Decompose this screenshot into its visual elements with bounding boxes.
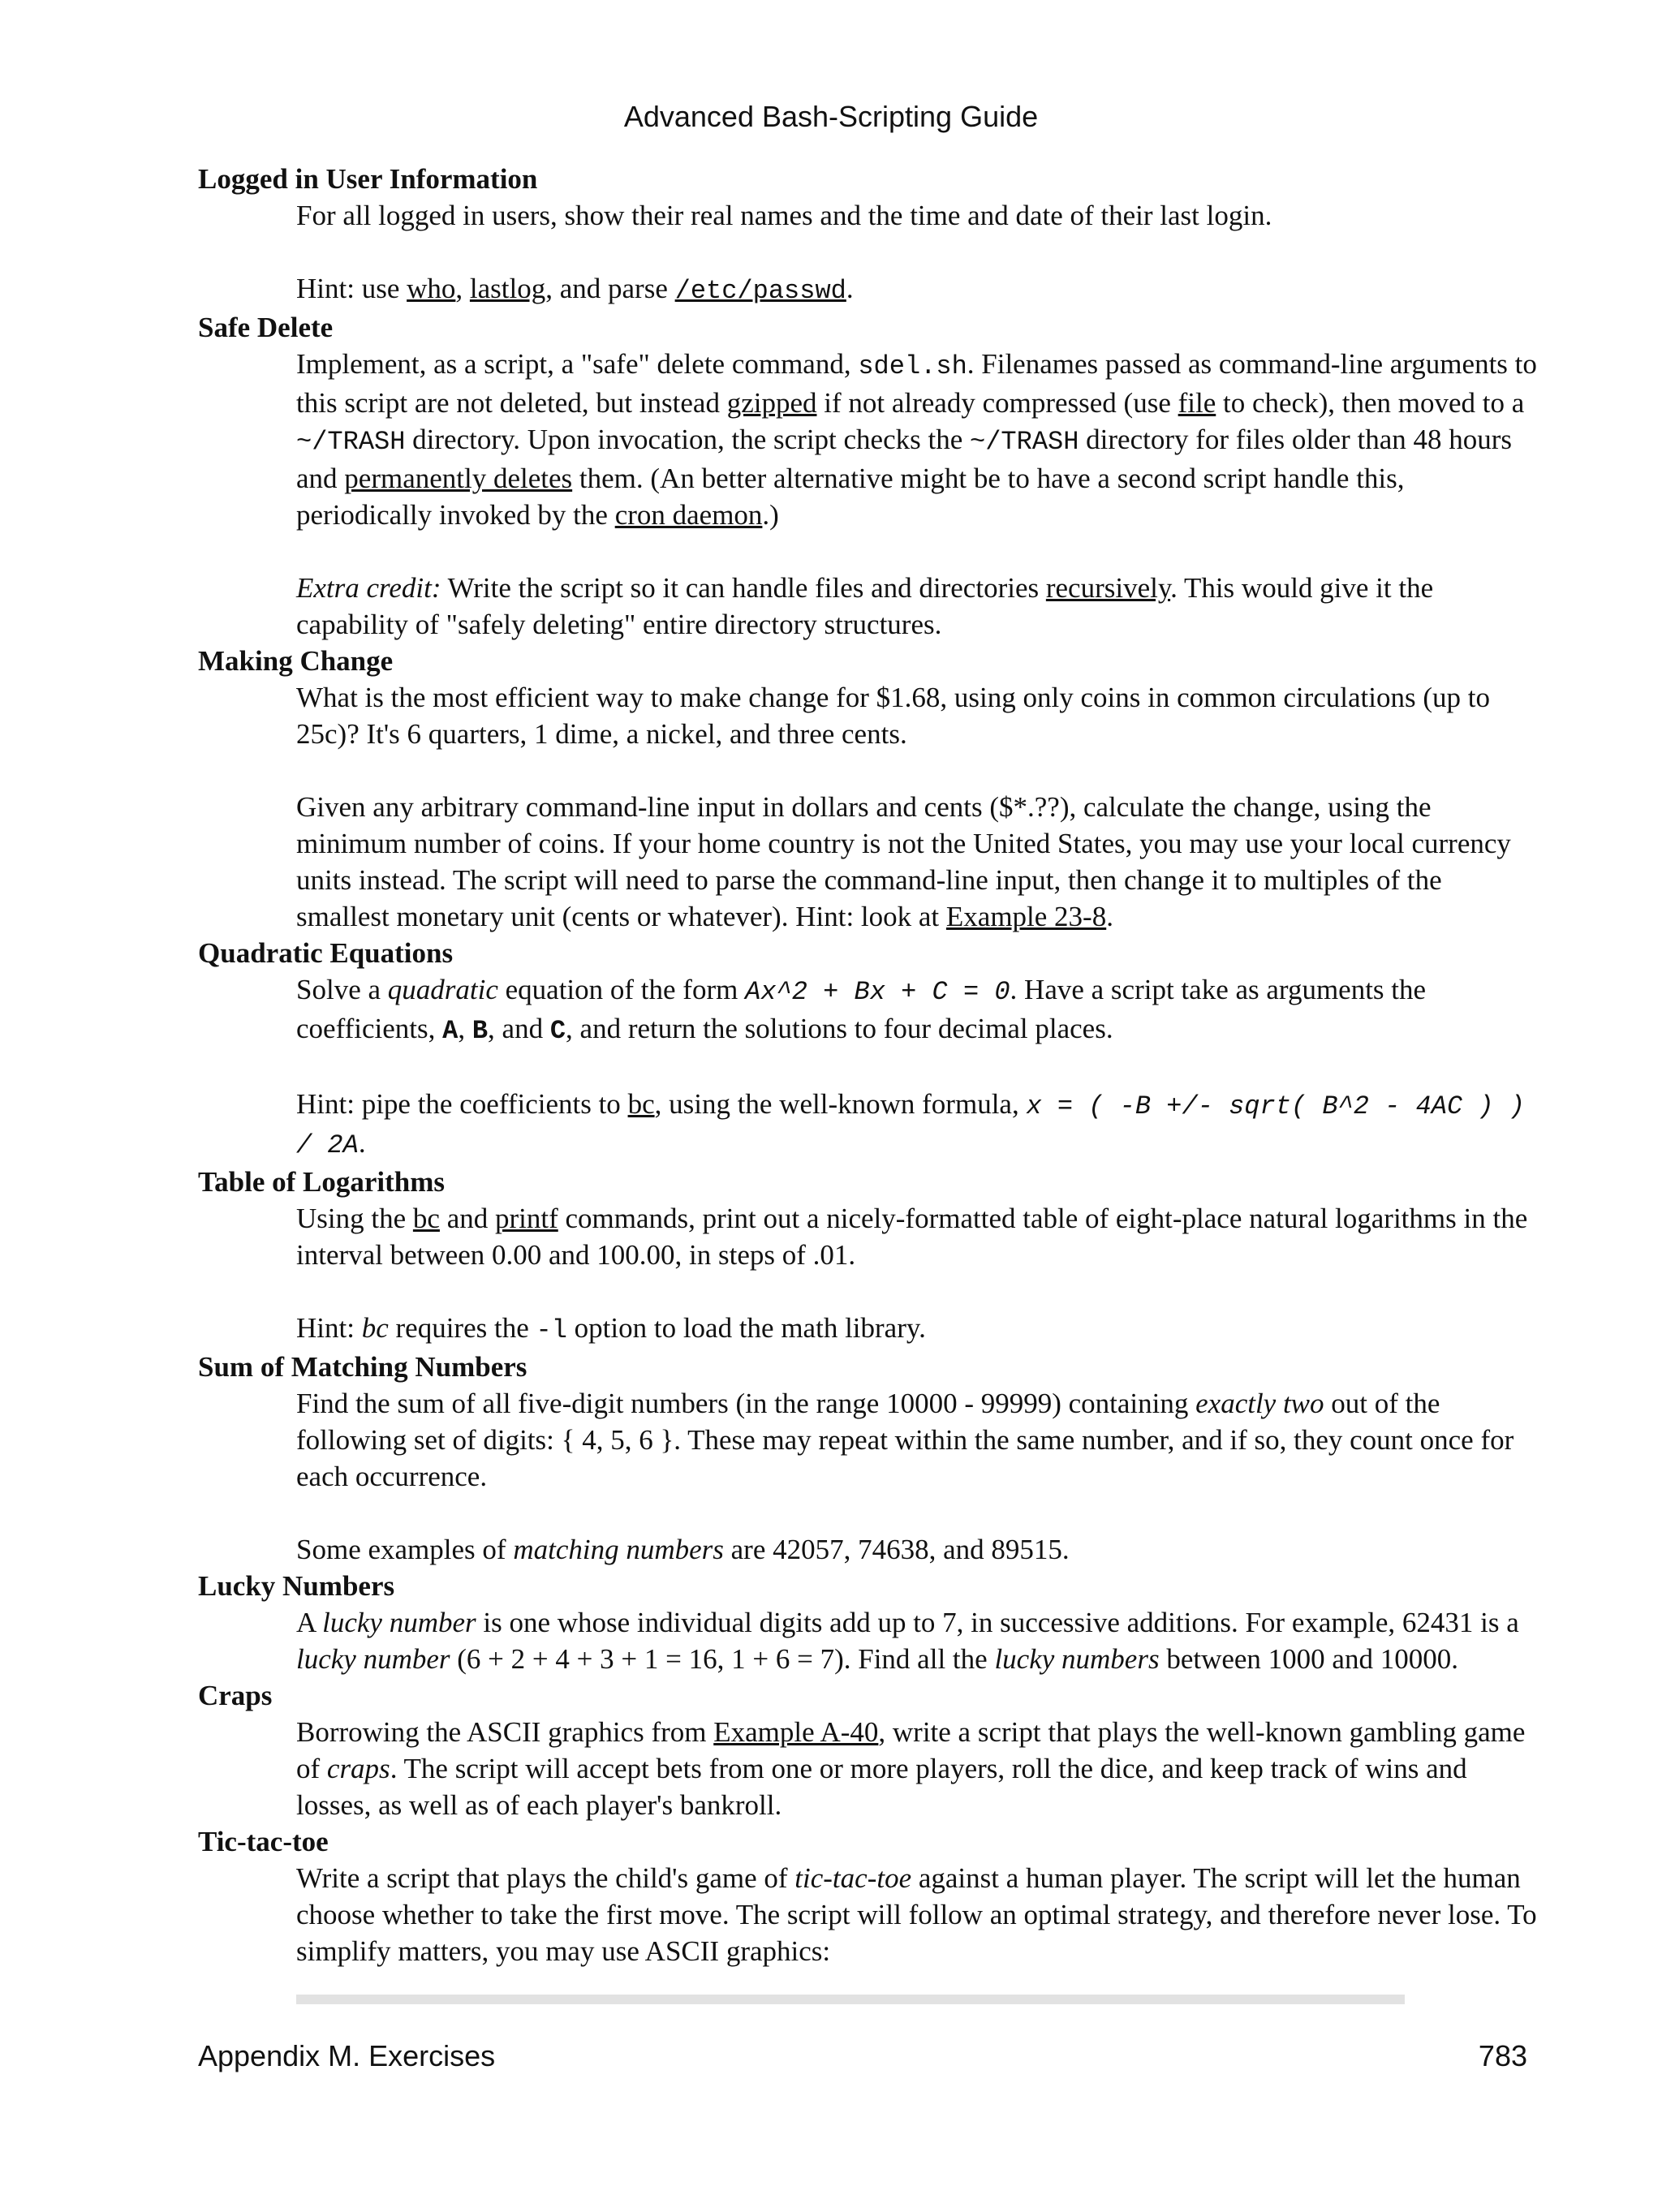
recursively-link[interactable]: recursively bbox=[1045, 572, 1171, 604]
text: option to load the math library. bbox=[566, 1312, 926, 1344]
exercise-description bbox=[296, 971, 1537, 1164]
emphasis-text: bc bbox=[361, 1312, 389, 1344]
option-text: -l bbox=[536, 1315, 567, 1345]
hint-paragraph bbox=[296, 1310, 1537, 1349]
extra-credit-paragraph bbox=[296, 570, 1537, 643]
text: between 1000 and 10000. bbox=[1159, 1643, 1458, 1675]
ascii-graphics-box bbox=[296, 1995, 1405, 2004]
code-text: sdel.sh bbox=[858, 351, 967, 381]
text: Borrowing the ASCII graphics from bbox=[296, 1716, 714, 1748]
page-number: 783 bbox=[1478, 2039, 1527, 2072]
text: . The script will accept bets from one or more players, roll the dice, and keep track of wins and losses, as well as of each player's bankroll. bbox=[296, 1753, 1467, 1821]
coefficient-b: B bbox=[471, 1016, 489, 1046]
text: Write a script that plays the child's game of bbox=[296, 1862, 795, 1894]
exercise-description bbox=[296, 1714, 1537, 1823]
text: .) bbox=[762, 499, 779, 531]
gzipped-link[interactable]: gzipped bbox=[726, 387, 817, 419]
text: Hint: use bbox=[296, 273, 407, 304]
emphasis-text: quadratic bbox=[387, 974, 498, 1005]
text: and bbox=[439, 1203, 495, 1234]
formula-text: x = ( -B +/- sqrt( B^2 - 4AC ) ) / 2A bbox=[296, 1091, 1525, 1160]
paragraph bbox=[296, 1385, 1537, 1495]
text: , bbox=[458, 1013, 472, 1044]
emphasis-text: tic-tac-toe bbox=[794, 1862, 912, 1894]
exercise-title: Logged in User Information bbox=[198, 163, 538, 195]
text: . Filenames passed as command-line arguments to this script are not deleted, but instead bbox=[296, 348, 1537, 419]
lastlog-link[interactable]: lastlog bbox=[469, 273, 546, 304]
exercise-list bbox=[198, 161, 1537, 1969]
emphasis-text: lucky number bbox=[322, 1607, 476, 1638]
text: Find the sum of all five-digit numbers (in the range 10000 - 99999) containing bbox=[296, 1388, 1196, 1419]
paragraph bbox=[296, 1531, 1537, 1568]
paragraph bbox=[296, 1860, 1537, 1969]
text: against a human player. The script will let the human choose whether to take the first move. The script will follow an optimal strategy, and therefore never lose. To simplify matters, you may use ASCII graphics: bbox=[296, 1862, 1537, 1967]
exercise-title: Safe Delete bbox=[198, 312, 334, 343]
hint-paragraph bbox=[296, 270, 1537, 309]
paragraph bbox=[296, 1714, 1537, 1823]
exercise-title: Lucky Numbers bbox=[198, 1570, 395, 1602]
paragraph bbox=[296, 789, 1537, 935]
hint-paragraph bbox=[296, 1086, 1537, 1164]
emphasis-text: lucky number bbox=[296, 1643, 450, 1675]
exercise-description bbox=[296, 1200, 1537, 1349]
text: is one whose individual digits add up to 7, in successive additions. For example, 62431 is a bbox=[476, 1607, 1519, 1638]
printf-link[interactable]: printf bbox=[494, 1203, 558, 1234]
text: out of the following set of digits: { 4, 5, 6 }. These may repeat within the same number, and if so, they count once for each occurrence. bbox=[296, 1388, 1514, 1492]
text: , bbox=[455, 273, 470, 304]
text: to check), then moved to a bbox=[1216, 387, 1525, 419]
text: equation of the form bbox=[497, 974, 746, 1005]
text: , using the well-known formula, bbox=[654, 1088, 1027, 1120]
text: requires the bbox=[388, 1312, 536, 1344]
text: . This would give it the capability of "safely deleting" entire directory structures. bbox=[296, 572, 1434, 640]
text: A bbox=[296, 1607, 323, 1638]
text: Implement, as a script, a "safe" delete command, bbox=[296, 348, 859, 380]
text: Write the script so it can handle files and directories bbox=[441, 572, 1046, 604]
example-23-8-link[interactable]: Example 23-8 bbox=[945, 901, 1107, 932]
exercise-title: Tic-tac-toe bbox=[198, 1826, 329, 1857]
text: if not already compressed (use bbox=[816, 387, 1178, 419]
text: Solve a bbox=[296, 974, 388, 1005]
paragraph: For all logged in users, show their real names and the time and date of their last login. bbox=[296, 200, 1272, 231]
text: , and bbox=[488, 1013, 550, 1044]
paragraph bbox=[296, 971, 1537, 1049]
exercise-title: Making Change bbox=[198, 645, 394, 677]
who-link[interactable]: who bbox=[407, 273, 456, 304]
paragraph bbox=[296, 1604, 1537, 1677]
text: . Have a script take as arguments the coefficients, bbox=[296, 974, 1427, 1044]
exercise-title: Sum of Matching Numbers bbox=[198, 1351, 527, 1383]
text: . bbox=[358, 1127, 366, 1159]
text: directory. Upon invocation, the script checks the bbox=[405, 424, 970, 455]
text: Given any arbitrary command-line input in dollars and cents ($*.??), calculate the change, using the minimum number of coins. If your home country is not the United States, you may use your local currency units instead. The script will need to parse the command-line input, then change it to multiples of the smallest monetary unit (cents or whatever). Hint: look at bbox=[296, 791, 1511, 932]
text: Some examples of bbox=[296, 1534, 514, 1565]
exercise-title: Quadratic Equations bbox=[198, 937, 454, 969]
bc-link[interactable]: bc bbox=[627, 1088, 655, 1120]
paragraph bbox=[296, 346, 1537, 533]
exercise-description bbox=[296, 679, 1537, 935]
exercise-title: Table of Logarithms bbox=[198, 1166, 446, 1198]
permanently-deletes-link[interactable]: permanently deletes bbox=[344, 463, 573, 494]
etc-passwd-link[interactable]: /etc/passwd bbox=[674, 276, 846, 306]
text: , and parse bbox=[545, 273, 675, 304]
emphasis-text: exactly two bbox=[1195, 1388, 1324, 1419]
exercise-title: Craps bbox=[198, 1680, 273, 1711]
exercise-description bbox=[296, 1860, 1537, 1969]
text: them. (An better alternative might be to have a second script handle this, periodically invoked by the bbox=[296, 463, 1405, 531]
emphasis-text: lucky numbers bbox=[994, 1643, 1160, 1675]
text: (6 + 2 + 4 + 3 + 1 = 16, 1 + 6 = 7). Find all the bbox=[450, 1643, 995, 1675]
example-a-40-link[interactable]: Example A-40 bbox=[713, 1716, 879, 1748]
emphasis-text: craps bbox=[326, 1753, 390, 1784]
text: directory for files older than 48 hours and bbox=[296, 424, 1513, 494]
text: Hint: pipe the coefficients to bbox=[296, 1088, 628, 1120]
text: . bbox=[846, 273, 854, 304]
paragraph bbox=[296, 1200, 1537, 1273]
exercise-description bbox=[296, 1385, 1537, 1568]
exercise-description bbox=[296, 197, 1537, 309]
code-text: ~/TRASH bbox=[296, 427, 406, 457]
equation-text: Ax^2 + Bx + C = 0 bbox=[745, 977, 1010, 1007]
footer-section: Appendix M. Exercises bbox=[198, 2039, 496, 2072]
text: are 42057, 74638, and 89515. bbox=[723, 1534, 1070, 1565]
cron-daemon-link[interactable]: cron daemon bbox=[614, 499, 763, 531]
coefficient-c: C bbox=[549, 1016, 566, 1046]
code-text: ~/TRASH bbox=[970, 427, 1079, 457]
bc-link[interactable]: bc bbox=[412, 1203, 440, 1234]
text: . bbox=[1106, 901, 1113, 932]
emphasis-text: Extra credit: bbox=[296, 572, 441, 604]
text: Using the bbox=[296, 1203, 413, 1234]
text: Hint: bbox=[296, 1312, 362, 1344]
file-link[interactable]: file bbox=[1178, 387, 1216, 419]
emphasis-text: matching numbers bbox=[513, 1534, 724, 1565]
text: , write a script that plays the well-known gambling game of bbox=[296, 1716, 1526, 1784]
exercise-description bbox=[296, 1604, 1537, 1677]
exercise-description bbox=[296, 346, 1537, 643]
coefficient-a: A bbox=[442, 1016, 459, 1046]
text: , and return the solutions to four decimal places. bbox=[566, 1013, 1113, 1044]
paragraph: What is the most efficient way to make change for $1.68, using only coins in common circulations (up to 25c)? It's 6 quarters, 1 dime, a nickel, and three cents. bbox=[296, 682, 1490, 750]
running-header: Advanced Bash-Scripting Guide bbox=[623, 100, 1039, 133]
text: commands, print out a nicely-formatted table of eight-place natural logarithms in the interval between 0.00 and 100.00, in steps of .01. bbox=[296, 1203, 1528, 1271]
